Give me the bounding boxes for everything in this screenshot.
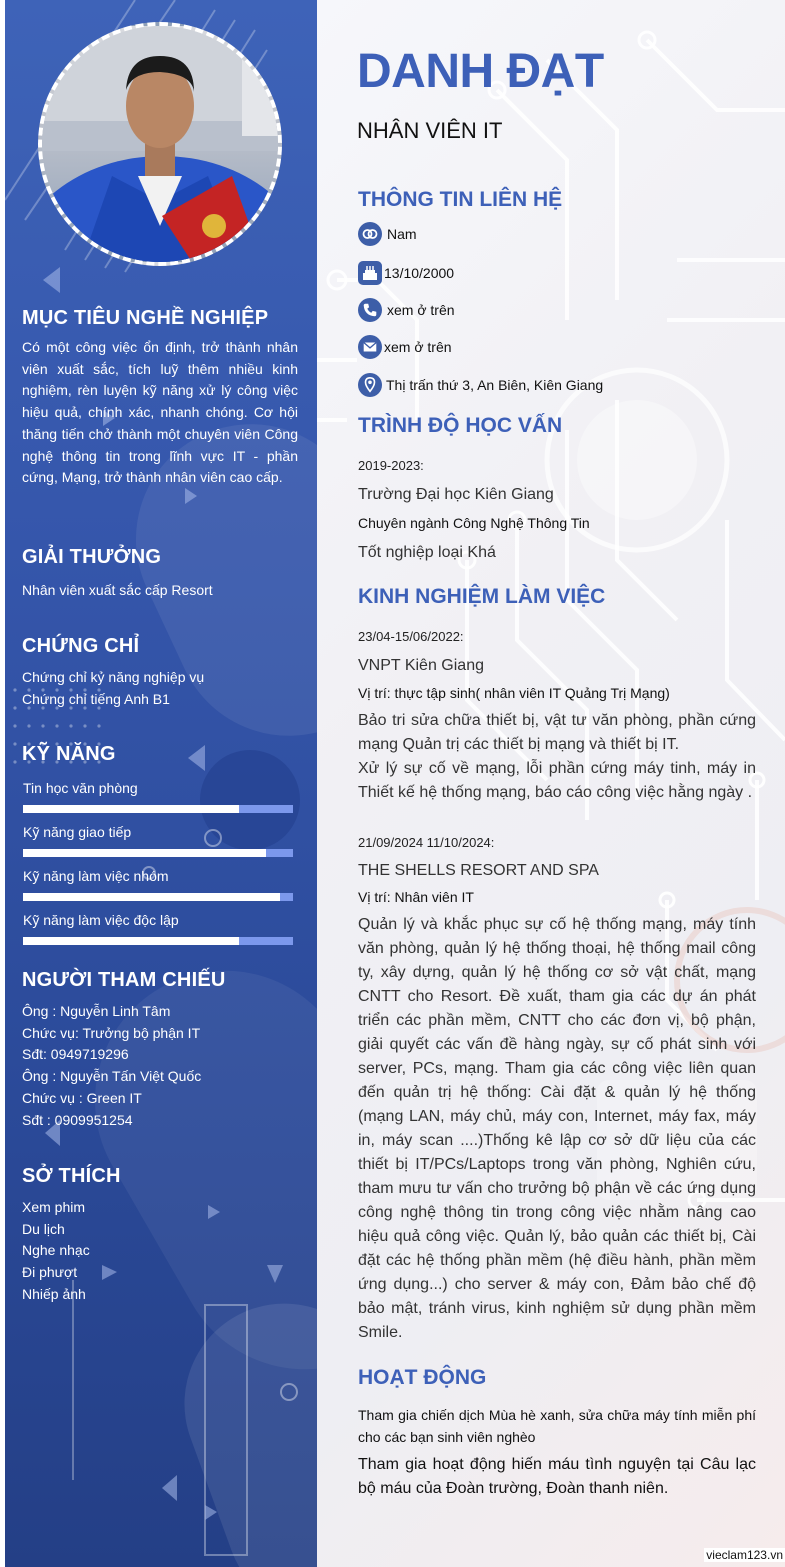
birthday-value: 13/10/2000 bbox=[384, 265, 455, 281]
education-date: 2019-2023: bbox=[358, 458, 424, 473]
skill-item bbox=[23, 912, 293, 930]
contact-birthday bbox=[358, 260, 454, 286]
certificate-item: Chứng chỉ kỷ năng nghiệp vụ bbox=[22, 669, 205, 685]
sidebar bbox=[5, 0, 317, 1567]
education-title: TRÌNH ĐỘ HỌC VẤN bbox=[358, 414, 563, 437]
phone-value: xem ở trên bbox=[387, 302, 455, 318]
skills-title: KỸ NĂNG bbox=[22, 743, 116, 765]
job-date: 23/04-15/06/2022: bbox=[358, 629, 464, 644]
job-position: Vị trí: Nhân viên IT bbox=[358, 889, 474, 905]
certificates-section bbox=[22, 635, 298, 710]
skill-item bbox=[23, 824, 293, 842]
skill-bar bbox=[23, 849, 293, 857]
hobby-item: Nhiếp ảnh bbox=[22, 1285, 86, 1302]
main-content bbox=[317, 0, 785, 1567]
reference-line: Ông : Nguyễn Linh Tâm bbox=[22, 1003, 171, 1019]
contact-email bbox=[358, 334, 452, 360]
hobby-item: Nghe nhạc bbox=[22, 1242, 90, 1259]
hobby-item: Xem phim bbox=[22, 1199, 86, 1215]
objective-text: Có một công việc ổn định, trở thành nhân viên xuất sắc, tích luỹ thêm nhiều kinh nghiệm, rèn luyện kỹ năng xử lý công việc hiệu quả, chính xác, nhanh chóng. Cơ hội thăng tiến chở thành một chuyên viên Công nghệ thông tin trong lĩnh vực IT - phần cứng, Mạng, trở thành nhân viên cao cấp. bbox=[22, 339, 298, 486]
job-position: Vị trí: thực tập sinh( nhân viên IT Quảng Trị Mạng) bbox=[358, 685, 670, 701]
reference-line: Chức vụ : Green IT bbox=[22, 1089, 142, 1106]
reference-line: Sđt : 0909951254 bbox=[22, 1111, 133, 1128]
education-school: Trường Đại học Kiên Giang bbox=[358, 486, 554, 503]
skill-bar bbox=[23, 893, 293, 901]
hobbies-section bbox=[22, 1165, 298, 1306]
job-company: THE SHELLS RESORT AND SPA bbox=[358, 862, 599, 879]
awards-title: GIẢI THƯỞNG bbox=[22, 546, 162, 568]
skill-label: Tin học văn phòng bbox=[23, 780, 138, 796]
activity-item: Tham gia chiến dịch Mùa hè xanh, sửa chữa máy tính miễn phí cho các bạn sinh viên nghèo bbox=[358, 1407, 756, 1445]
skill-label: Kỹ năng làm việc độc lập bbox=[23, 912, 179, 928]
hobbies-title: SỞ THÍCH bbox=[22, 1165, 121, 1187]
skill-item bbox=[23, 780, 293, 798]
certificate-item: Chứng chỉ tiếng Anh B1 bbox=[22, 690, 170, 707]
contact-phone bbox=[358, 297, 455, 323]
objective-title: MỤC TIÊU NGHỀ NGHIỆP bbox=[22, 307, 269, 329]
skill-bar-fill bbox=[23, 937, 239, 945]
address-value: Thị trấn thứ 3, An Biên, Kiên Giang bbox=[386, 377, 604, 393]
reference-line: Chức vụ: Trưởng bộ phận IT bbox=[22, 1024, 201, 1041]
skill-bar-fill bbox=[23, 849, 266, 857]
skill-bar bbox=[23, 937, 293, 945]
references-section bbox=[22, 969, 298, 1131]
contact-gender bbox=[358, 221, 417, 247]
contact-address bbox=[358, 372, 603, 398]
avatar bbox=[38, 22, 282, 266]
phone-icon bbox=[358, 298, 382, 322]
activity-item: Tham gia hoạt động hiến máu tình nguyện tại Câu lạc bộ máu của Đoàn trường, Đoàn thanh niên. bbox=[358, 1456, 756, 1497]
contact-title: THÔNG TIN LIÊN HỆ bbox=[358, 188, 563, 211]
candidate-name: DANH ĐẠT bbox=[357, 45, 604, 98]
avatar-photo bbox=[42, 26, 278, 262]
education-major: Chuyên ngành Công Nghệ Thông Tin bbox=[358, 515, 590, 531]
hobby-item: Đi phượt bbox=[22, 1264, 78, 1281]
gender-value: Nam bbox=[387, 226, 417, 242]
education-result: Tốt nghiệp loại Khá bbox=[358, 544, 496, 561]
hobby-item: Du lịch bbox=[22, 1220, 65, 1237]
skills-section bbox=[22, 743, 298, 766]
mail-icon bbox=[358, 335, 382, 359]
job-description: Quản lý và khắc phục sự cố hệ thống mạng, máy tính văn phòng, quản lý hệ thống thoại, hệ thống mail công ty, xây dựng, quản lý hệ thống cơ sở vật chất, mạng CNTT cho Resort. Đề xuất, tham gia các dự án phát triển các phần mềm, CNTT cho các đơn vị, bộ phận, giải quyết các vấn đề hàng ngày, sự cố phát sinh với server, PCs, mạng. Tham gia các công việc liên quan đến quản trị hệ thống: Cài đặt & quản lý hệ thống (mạng LAN, máy chủ, máy con, Internet, máy fax, máy in, máy scan ....)Thống kê lập cơ sở dữ liệu của các thiết bị IT/PCs/Laptops trong văn phòng, Nghiên cứu, tham mưu tư vấn cho trưởng bộ phận về các ứng dụng công nghệ thông tin trong công việc nhằm nâng cao hiệu quả công việc. Quản lý, bảo quản các thiết bị, Cài đặt các hệ thống phần mềm (hệ điều hành, phần mềm ứng dụng...) cho server & máy con, Đảm bảo chế độ bảo mật, tránh virus, kinh nghiệm sử dụng phần mềm Smile. bbox=[358, 916, 756, 1341]
location-icon bbox=[358, 373, 382, 397]
gender-icon bbox=[358, 222, 382, 246]
skill-label: Kỹ năng làm việc nhóm bbox=[23, 868, 169, 884]
skill-bar-fill bbox=[23, 893, 280, 901]
activities-title: HOẠT ĐỘNG bbox=[358, 1366, 487, 1389]
job-description: Bảo tri sửa chữa thiết bị, vật tư văn phòng, phần cứng mạng Quản trị các thiết bị mạng và thiết bị IT. bbox=[358, 712, 756, 753]
skill-bar-fill bbox=[23, 805, 239, 813]
job-title: NHÂN VIÊN IT bbox=[357, 118, 503, 143]
cake-icon bbox=[358, 261, 382, 285]
award-item: Nhân viên xuất sắc cấp Resort bbox=[22, 582, 213, 598]
references-title: NGƯỜI THAM CHIẾU bbox=[22, 969, 226, 991]
reference-line: Sđt: 0949719296 bbox=[22, 1046, 129, 1063]
job-date: 21/09/2024 11/10/2024: bbox=[358, 835, 495, 850]
objective-section bbox=[22, 307, 298, 489]
job-description: Xử lý sự cố về mạng, lỗi phần cứng máy tinh, máy in Thiết kế hệ thống mạng, báo cáo công việc hằng ngày . bbox=[358, 760, 756, 801]
awards-section bbox=[22, 546, 298, 602]
footer-brand[interactable]: vieclam123.vn bbox=[706, 1548, 783, 1562]
skill-item bbox=[23, 868, 293, 886]
skill-bar bbox=[23, 805, 293, 813]
skill-label: Kỹ năng giao tiếp bbox=[23, 824, 132, 840]
email-value: xem ở trên bbox=[384, 339, 452, 355]
certificates-title: CHỨNG CHỈ bbox=[22, 635, 140, 657]
job-company: VNPT Kiên Giang bbox=[358, 657, 484, 674]
experience-title: KINH NGHIỆM LÀM VIỆC bbox=[358, 585, 606, 608]
reference-line: Ông : Nguyễn Tấn Việt Quốc bbox=[22, 1068, 202, 1085]
